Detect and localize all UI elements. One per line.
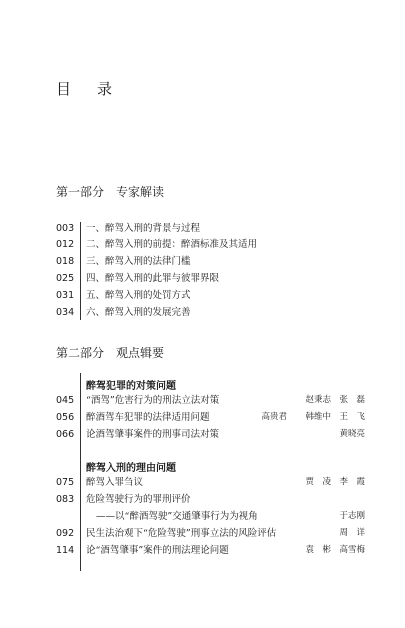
entry-authors: 韩维中 王 飞 (305, 412, 365, 422)
toc-entry[interactable] (56, 525, 365, 542)
page-number: 025 (56, 273, 75, 284)
entry-author-extra: 高贵君 (261, 412, 287, 422)
page-number: 056 (56, 412, 75, 423)
toc-entry[interactable] (56, 426, 365, 443)
entry-authors: 于志刚 (339, 511, 365, 521)
toc-entry[interactable] (56, 220, 365, 237)
section-heading: 醉驾犯罪的对策问题 (86, 381, 176, 392)
entry-title: 民生法治观下“危险驾驶”刑事立法的风险评估 (86, 528, 277, 539)
entry-subtitle: ——以“醉酒驾驶”交通肇事行为为视角 (96, 511, 258, 522)
page-number: 092 (56, 528, 75, 539)
entry-title: 醉酒驾车犯罪的法律适用问题 (86, 412, 210, 423)
toc-entry[interactable] (56, 236, 365, 253)
page-title: 目录 (56, 80, 139, 98)
toc-entry[interactable] (56, 270, 365, 287)
entry-title: 二、醉驾入刑的前提：醉酒标准及其适用 (86, 239, 258, 250)
entry-authors: 黄晓亮 (339, 429, 365, 439)
entry-authors: 赵秉志 张 磊 (305, 395, 365, 405)
entry-authors: 周 详 (339, 528, 365, 538)
entry-authors: 贾 凌 李 霞 (305, 477, 365, 487)
part-heading-1 (56, 183, 164, 200)
toc-entry[interactable] (56, 542, 365, 559)
section-heading: 醉驾入刑的理由问题 (86, 463, 176, 474)
page-number: 018 (56, 256, 75, 267)
page-number: 012 (56, 239, 75, 250)
toc-entry[interactable] (56, 253, 365, 270)
toc-entry[interactable] (56, 304, 365, 321)
part-heading-2 (56, 344, 164, 361)
entry-title: 醉驾入罪刍议 (86, 477, 144, 488)
toc-entry[interactable] (56, 392, 365, 409)
toc-entry[interactable] (56, 409, 365, 426)
page-number: 066 (56, 429, 75, 440)
entry-title: 三、醉驾入刑的法律门槛 (86, 256, 191, 267)
entry-title: 一、醉驾入刑的背景与过程 (86, 223, 201, 234)
page-number: 083 (56, 494, 75, 505)
toc-entry-subtitle[interactable] (56, 508, 365, 525)
toc-entry[interactable] (56, 287, 365, 304)
page-number: 114 (56, 545, 75, 556)
entry-title: 四、醉驾入刑的此罪与彼罪界限 (86, 273, 220, 284)
entry-title: 论酒驾肇事案件的刑事司法对策 (86, 429, 220, 440)
toc-entry[interactable] (56, 491, 365, 508)
page-number: 003 (56, 223, 75, 234)
page-number: 045 (56, 395, 75, 406)
entry-authors: 袁 彬 高雪梅 (305, 545, 365, 555)
entry-title: 危险驾驶行为的罪刑评价 (86, 494, 191, 505)
entry-title: 论“酒驾肇事”案件的刑法理论问题 (86, 545, 229, 556)
entry-title: 六、醉驾入刑的发展完善 (86, 307, 191, 318)
entry-title: 五、醉驾入刑的处罚方式 (86, 290, 191, 301)
part-name: 观点辑要 (116, 346, 165, 360)
part-name: 专家解读 (116, 185, 165, 199)
toc-entry[interactable] (56, 474, 365, 491)
part-number: 第二部分 (56, 346, 105, 360)
part-number: 第一部分 (56, 185, 105, 199)
page-number: 075 (56, 477, 75, 488)
page-number: 034 (56, 307, 75, 318)
entry-title: “酒驾”危害行为的刑法立法对策 (86, 395, 220, 406)
page-number: 031 (56, 290, 75, 301)
